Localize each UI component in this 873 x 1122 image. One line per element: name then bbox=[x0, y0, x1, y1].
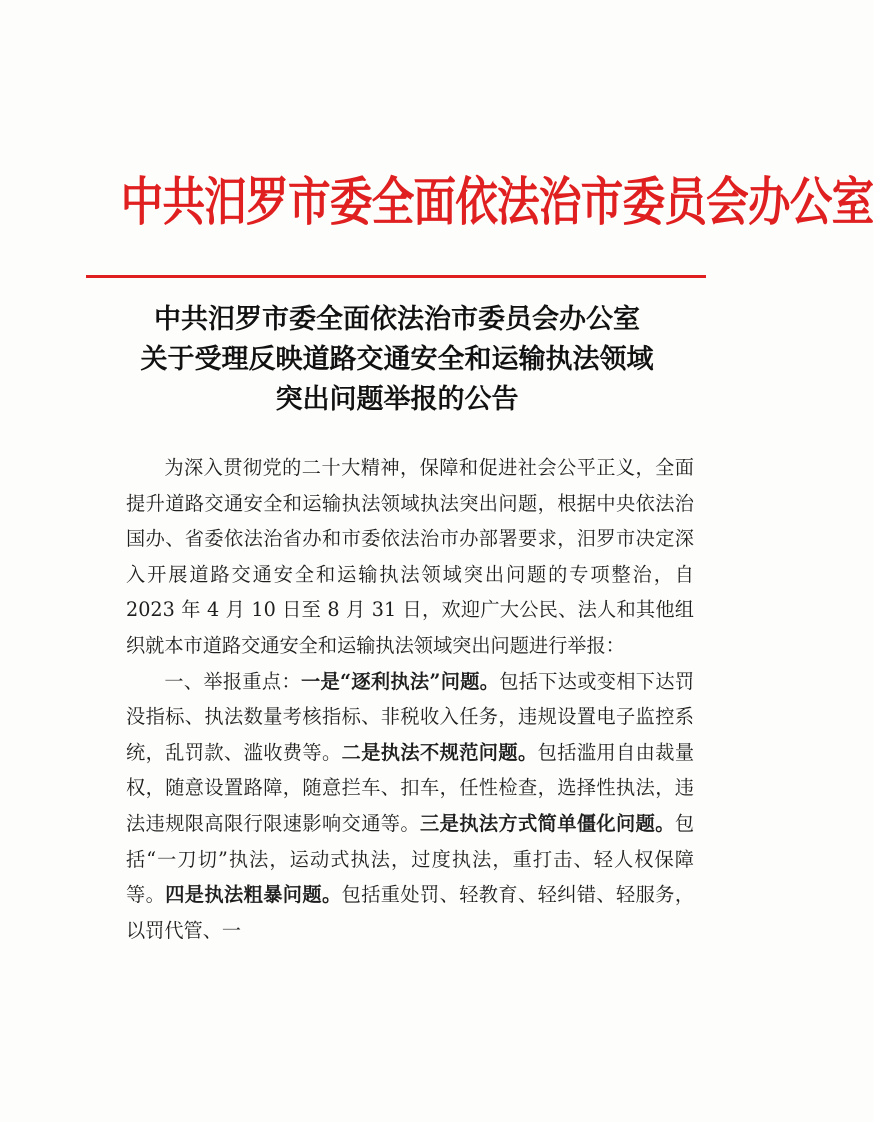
focus-item-4-text: 包括重处罚、轻教育、轻纠错、轻服务，以罚代管、一 bbox=[126, 883, 695, 942]
red-divider-line bbox=[86, 275, 706, 278]
focus-item-3-heading: 三是执法方式简单僵化问题。 bbox=[420, 811, 675, 835]
focus-item-2-text: 包括滥用自由裁量权，随意设置路障，随意拦车、扣车，任性检查，选择性执法，违法违规限高限行限速影响交通等。 bbox=[126, 740, 695, 835]
focus-item-4-heading: 四是执法粗暴问题。 bbox=[165, 883, 342, 907]
title-line-1: 中共汨罗市委全面依法治市委员会办公室 bbox=[154, 304, 640, 335]
focus-item-3-text: 包括“一刀切”执法，运动式执法，过度执法，重打击、轻人权保障等。 bbox=[126, 811, 695, 907]
issuing-office-header: 中共汨罗市委全面依法治市委员会办公室 bbox=[120, 173, 873, 233]
focus-item-1-text: 包括下达或变相下达罚没指标、执法数量考核指标、非税收入任务，违规设置电子监控系统，乱罚款、滥收费等。 bbox=[126, 669, 695, 764]
notice-body bbox=[126, 450, 694, 948]
focus-item-1-heading: 一是“逐利执法”问题。 bbox=[300, 669, 500, 693]
section-heading: 一、举报重点： bbox=[164, 669, 301, 693]
notice-title bbox=[80, 300, 714, 420]
focus-item-2-heading: 二是执法不规范问题。 bbox=[341, 740, 538, 764]
paragraph-intro: 为深入贯彻党的二十大精神，保障和促进社会公平正义，全面提升道路交通安全和运输执法领域执法突出问题，根据中央依法治国办、省委依法治省办和市委依法治市办部署要求，汨罗市决定深入开展道路交通安全和运输执法领域突出问题的专项整治，自 2023 年 4 月 10 日至 8 月 31 日，欢迎广大公民、法人和其他组织就本市道路交通安全和运输执法领域突出问题进行举报： bbox=[126, 456, 694, 657]
title-line-3: 突出问题举报的公告 bbox=[275, 384, 519, 415]
paragraph-report-focus bbox=[126, 664, 694, 949]
title-line-2: 关于受理反映道路交通安全和运输执法领域 bbox=[140, 344, 654, 375]
